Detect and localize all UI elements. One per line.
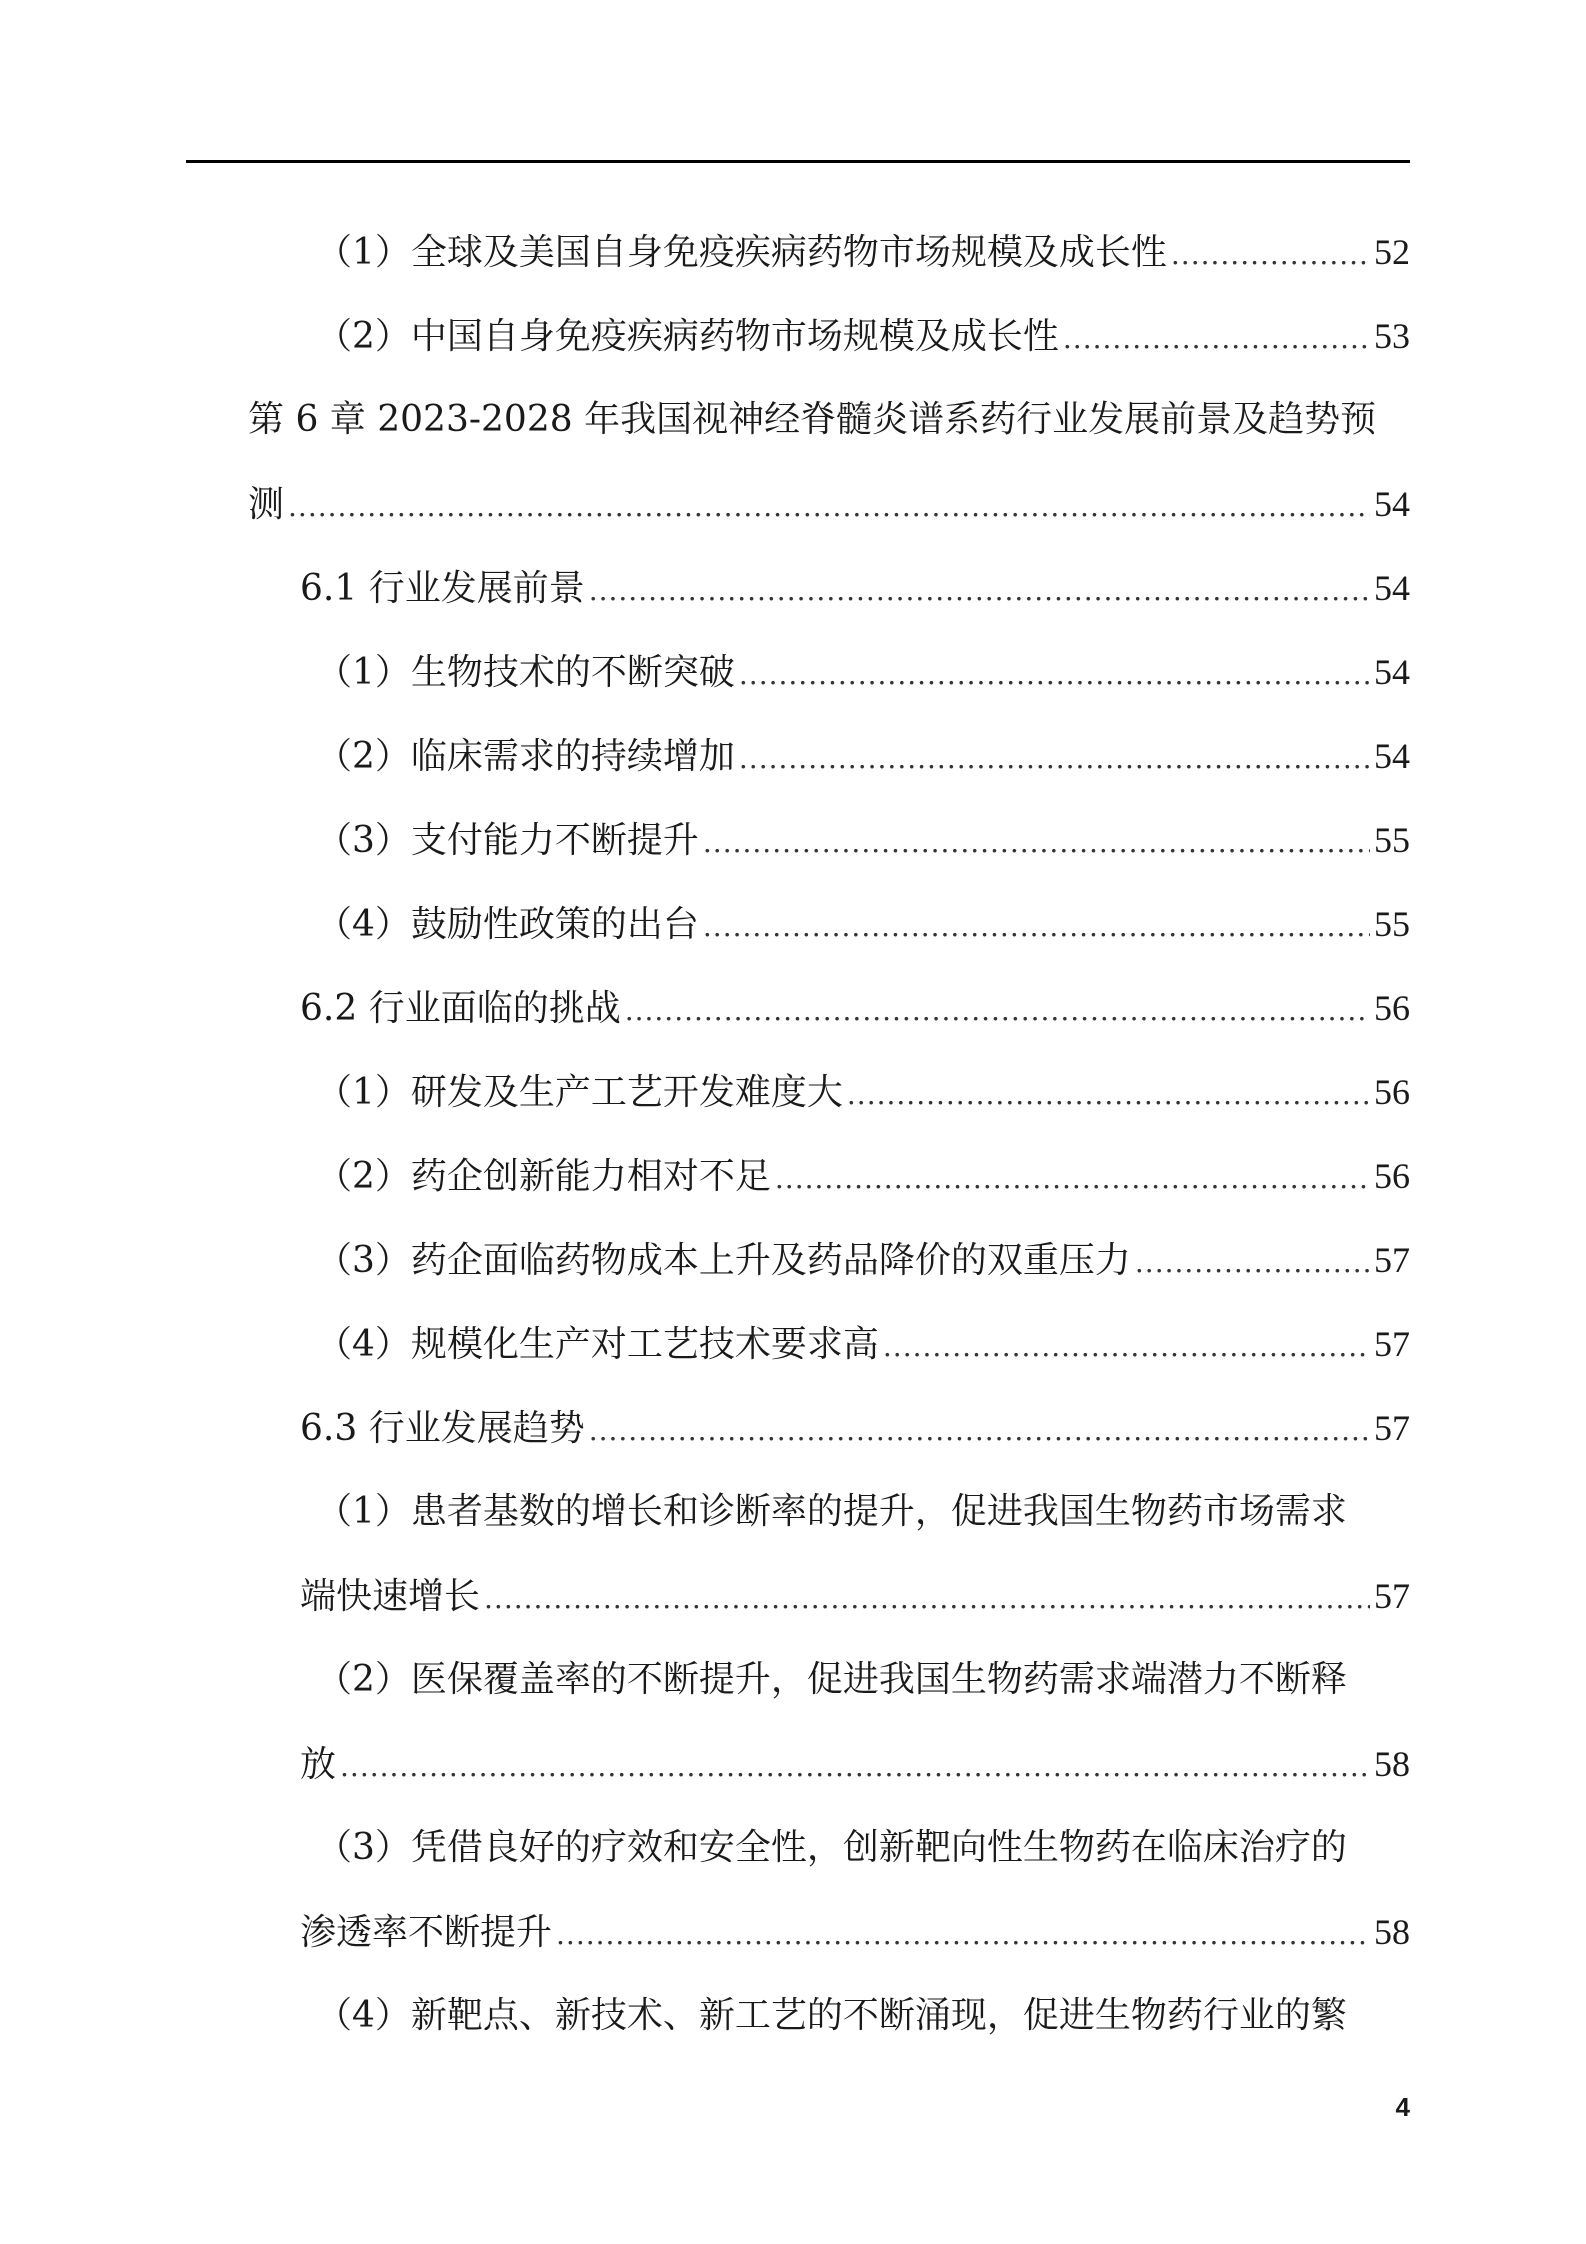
toc-entry[interactable]	[316, 900, 1410, 948]
toc-entry-page: 56	[1374, 1072, 1410, 1112]
toc-leader-dots	[739, 735, 1370, 783]
toc-entry-page: 58	[1374, 1912, 1410, 1952]
toc-entry[interactable]	[316, 732, 1410, 780]
toc-leader-dots	[1171, 231, 1370, 279]
toc-entry[interactable]	[300, 1404, 1410, 1452]
toc-entry[interactable]	[300, 1740, 1410, 1788]
toc-entry[interactable]	[300, 1572, 1410, 1620]
toc-entry[interactable]	[316, 228, 1410, 276]
toc-entry-page: 54	[1374, 652, 1410, 692]
toc-entry-page: 57	[1374, 1408, 1410, 1448]
toc-entry-label: 测	[248, 484, 285, 525]
toc-entry-page: 53	[1374, 316, 1410, 356]
toc-entry-label: （2）中国自身免疫疾病药物市场规模及成长性	[316, 316, 1059, 357]
toc-entry[interactable]	[316, 1152, 1410, 1200]
toc-leader-dots	[1063, 315, 1370, 363]
toc-entry-label: （3）药企面临药物成本上升及药品降价的双重压力	[316, 1240, 1131, 1281]
toc-entry[interactable]	[316, 1068, 1410, 1116]
toc-entry-wrapped-line[interactable]: （1）患者基数的增长和诊断率的提升，促进我国生物药市场需求	[316, 1491, 1347, 1532]
toc-leader-dots	[288, 483, 1370, 531]
toc-entry-page: 52	[1374, 232, 1410, 272]
toc-entry-label: （4）鼓励性政策的出台	[316, 904, 699, 945]
toc-leader-dots	[847, 1071, 1370, 1119]
toc-entry[interactable]	[300, 1908, 1410, 1956]
toc-entry-page: 54	[1374, 568, 1410, 608]
toc-entry-label: 渗透率不断提升	[300, 1912, 553, 1953]
toc-entry-page: 54	[1374, 736, 1410, 776]
toc-entry-page: 57	[1374, 1240, 1410, 1280]
toc-entry[interactable]	[316, 1320, 1410, 1368]
toc-entry[interactable]	[248, 480, 1410, 528]
toc-entry-label: （2）药企创新能力相对不足	[316, 1156, 771, 1197]
page-number: 4	[1395, 2092, 1410, 2122]
toc-entry-label: 6.2 行业面临的挑战	[300, 988, 621, 1029]
toc-chapter-heading[interactable]: 第 6 章 2023-2028 年我国视神经脊髓炎谱系药行业发展前景及趋势预	[248, 399, 1377, 440]
toc-entry-label: 6.1 行业发展前景	[300, 568, 585, 609]
toc-entry-page: 54	[1374, 484, 1410, 524]
toc-entry-page: 57	[1374, 1324, 1410, 1364]
toc-leader-dots	[589, 567, 1370, 615]
toc-entry-wrapped-line[interactable]: （4）新靶点、新技术、新工艺的不断涌现，促进生物药行业的繁	[316, 1995, 1347, 2036]
toc-entry-label: （1）全球及美国自身免疫疾病药物市场规模及成长性	[316, 232, 1167, 273]
toc-leader-dots	[340, 1743, 1370, 1791]
toc-entry-label: （4）规模化生产对工艺技术要求高	[316, 1324, 879, 1365]
toc-leader-dots	[703, 819, 1370, 867]
toc-leader-dots	[775, 1155, 1370, 1203]
toc-entry-page: 56	[1374, 1156, 1410, 1196]
toc-entry[interactable]	[316, 312, 1410, 360]
toc-leader-dots	[1135, 1239, 1370, 1287]
toc-entry-label: （1）研发及生产工艺开发难度大	[316, 1072, 843, 1113]
toc-entry-page: 56	[1374, 988, 1410, 1028]
toc-entry-page: 55	[1374, 820, 1410, 860]
toc-entry-wrapped-line[interactable]: （2）医保覆盖率的不断提升，促进我国生物药需求端潜力不断释	[316, 1659, 1347, 1700]
toc-entry-label: 6.3 行业发展趋势	[300, 1408, 585, 1449]
header-rule	[186, 160, 1410, 163]
toc-entry-page: 57	[1374, 1576, 1410, 1616]
toc-entry[interactable]	[316, 1236, 1410, 1284]
toc-entry-label: 放	[300, 1744, 337, 1785]
toc-leader-dots	[589, 1407, 1370, 1455]
toc-entry-label: （2）临床需求的持续增加	[316, 736, 735, 777]
toc-entry[interactable]	[300, 564, 1410, 612]
toc-entry-label: （3）支付能力不断提升	[316, 820, 699, 861]
toc-leader-dots	[703, 903, 1370, 951]
toc-entry[interactable]	[316, 648, 1410, 696]
toc-entry-label: 端快速增长	[300, 1576, 481, 1617]
toc-entry-page: 55	[1374, 904, 1410, 944]
toc-leader-dots	[484, 1575, 1370, 1623]
toc-entry-label: （1）生物技术的不断突破	[316, 652, 735, 693]
toc-leader-dots	[625, 987, 1370, 1035]
toc-entry-page: 58	[1374, 1744, 1410, 1784]
toc-entry-wrapped-line[interactable]: （3）凭借良好的疗效和安全性，创新靶向性生物药在临床治疗的	[316, 1827, 1347, 1868]
toc-entry[interactable]	[300, 984, 1410, 1032]
toc-leader-dots	[883, 1323, 1370, 1371]
toc-leader-dots	[556, 1911, 1370, 1959]
toc-entry[interactable]	[316, 816, 1410, 864]
toc-leader-dots	[739, 651, 1370, 699]
